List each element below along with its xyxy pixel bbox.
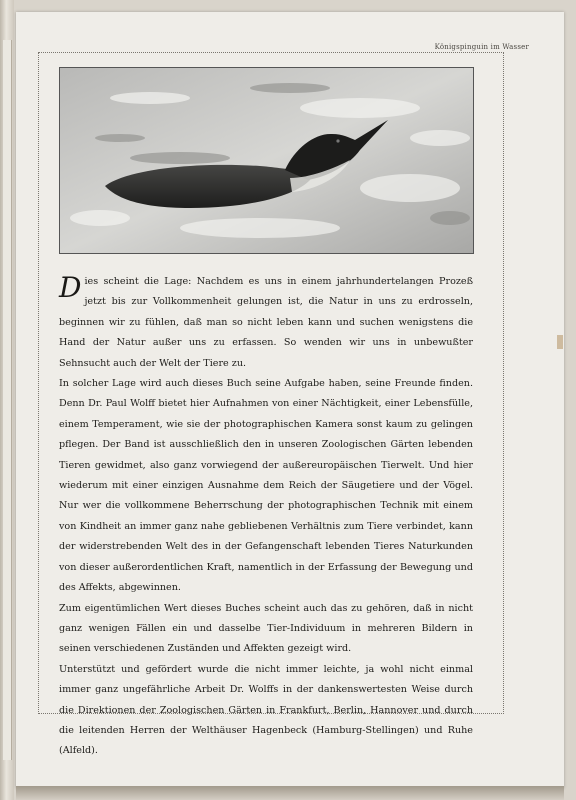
photo-caption: Königspinguin im Wasser [434, 43, 529, 51]
adjacent-page-edge [0, 0, 14, 800]
drop-cap: D [59, 271, 82, 304]
page-stain [557, 335, 563, 349]
paragraph-2: In solcher Lage wird auch dieses Buch seine Aufgabe haben, seine Freunde finden. Denn Dr. Paul Wolff bietet hier Aufnahmen von einer Nächtigkeit, einer Lebensfülle, einem Temperament, wie sie der photographischen Kamera sonst kaum zu gelingen pflegen. Der Band ist ausschließlich den in unseren Zoologischen Gärten lebenden Tieren gewidmet, also ganz vorwiegend der außereuropäischen Tierwelt. Und hier wiederum mit einer einzigen Ausnahme dem Reich der Säugetiere und der Vögel. Nur wer die vollkommene Beherrschung der photographischen Technik mit einem von Kindheit an immer ganz nahe gebliebenen Verhältnis zum Tiere verbindet, kann der widerstrebenden Welt des in der Gefangenschaft lebenden Tieres Naturkunden von dieser außerordentlichen Kraft, namentlich in der Erfassung der Bewegung und des Affekts, abgewinnen. [59, 378, 473, 594]
penguin-photo [59, 67, 474, 254]
paragraph-1: Dies scheint die Lage: Nachdem es uns in einem jahrhundertelangen Prozeß jetzt bis zur Vollkommenheit gelungen ist, die Natur in uns zu erdrosseln, beginnen wir zu fühlen, daß man so nicht leben kann und suchen wenigstens die Hand der Natur außer uns zu erfassen. So wenden wir uns in unbewußter Sehnsucht auch der Welt der Tiere zu. [59, 271, 473, 369]
body-text [59, 272, 473, 762]
page-shadow [16, 786, 564, 800]
paragraph-4: Unterstützt und gefördert wurde die nicht immer leichte, ja wohl nicht einmal immer ganz ungefährliche Arbeit Dr. Wolffs in der dankenswertesten Weise durch die Direktionen der Zoologischen Gärten in Frankfurt, Berlin, Hannover und durch die leitenden Herren der Welthäuser Hagenbeck (Hamburg-Stellingen) und Ruhe (Alfeld). [59, 663, 473, 757]
paragraph-3: Zum eigentümlichen Wert dieses Buches scheint auch das zu gehören, daß in nicht ganz wenigen Fällen ein und dasselbe Tier-Individuum in mehreren Bildern in seinen verschiedenen Zuständen und Affekten gezeigt wird. [59, 602, 473, 655]
